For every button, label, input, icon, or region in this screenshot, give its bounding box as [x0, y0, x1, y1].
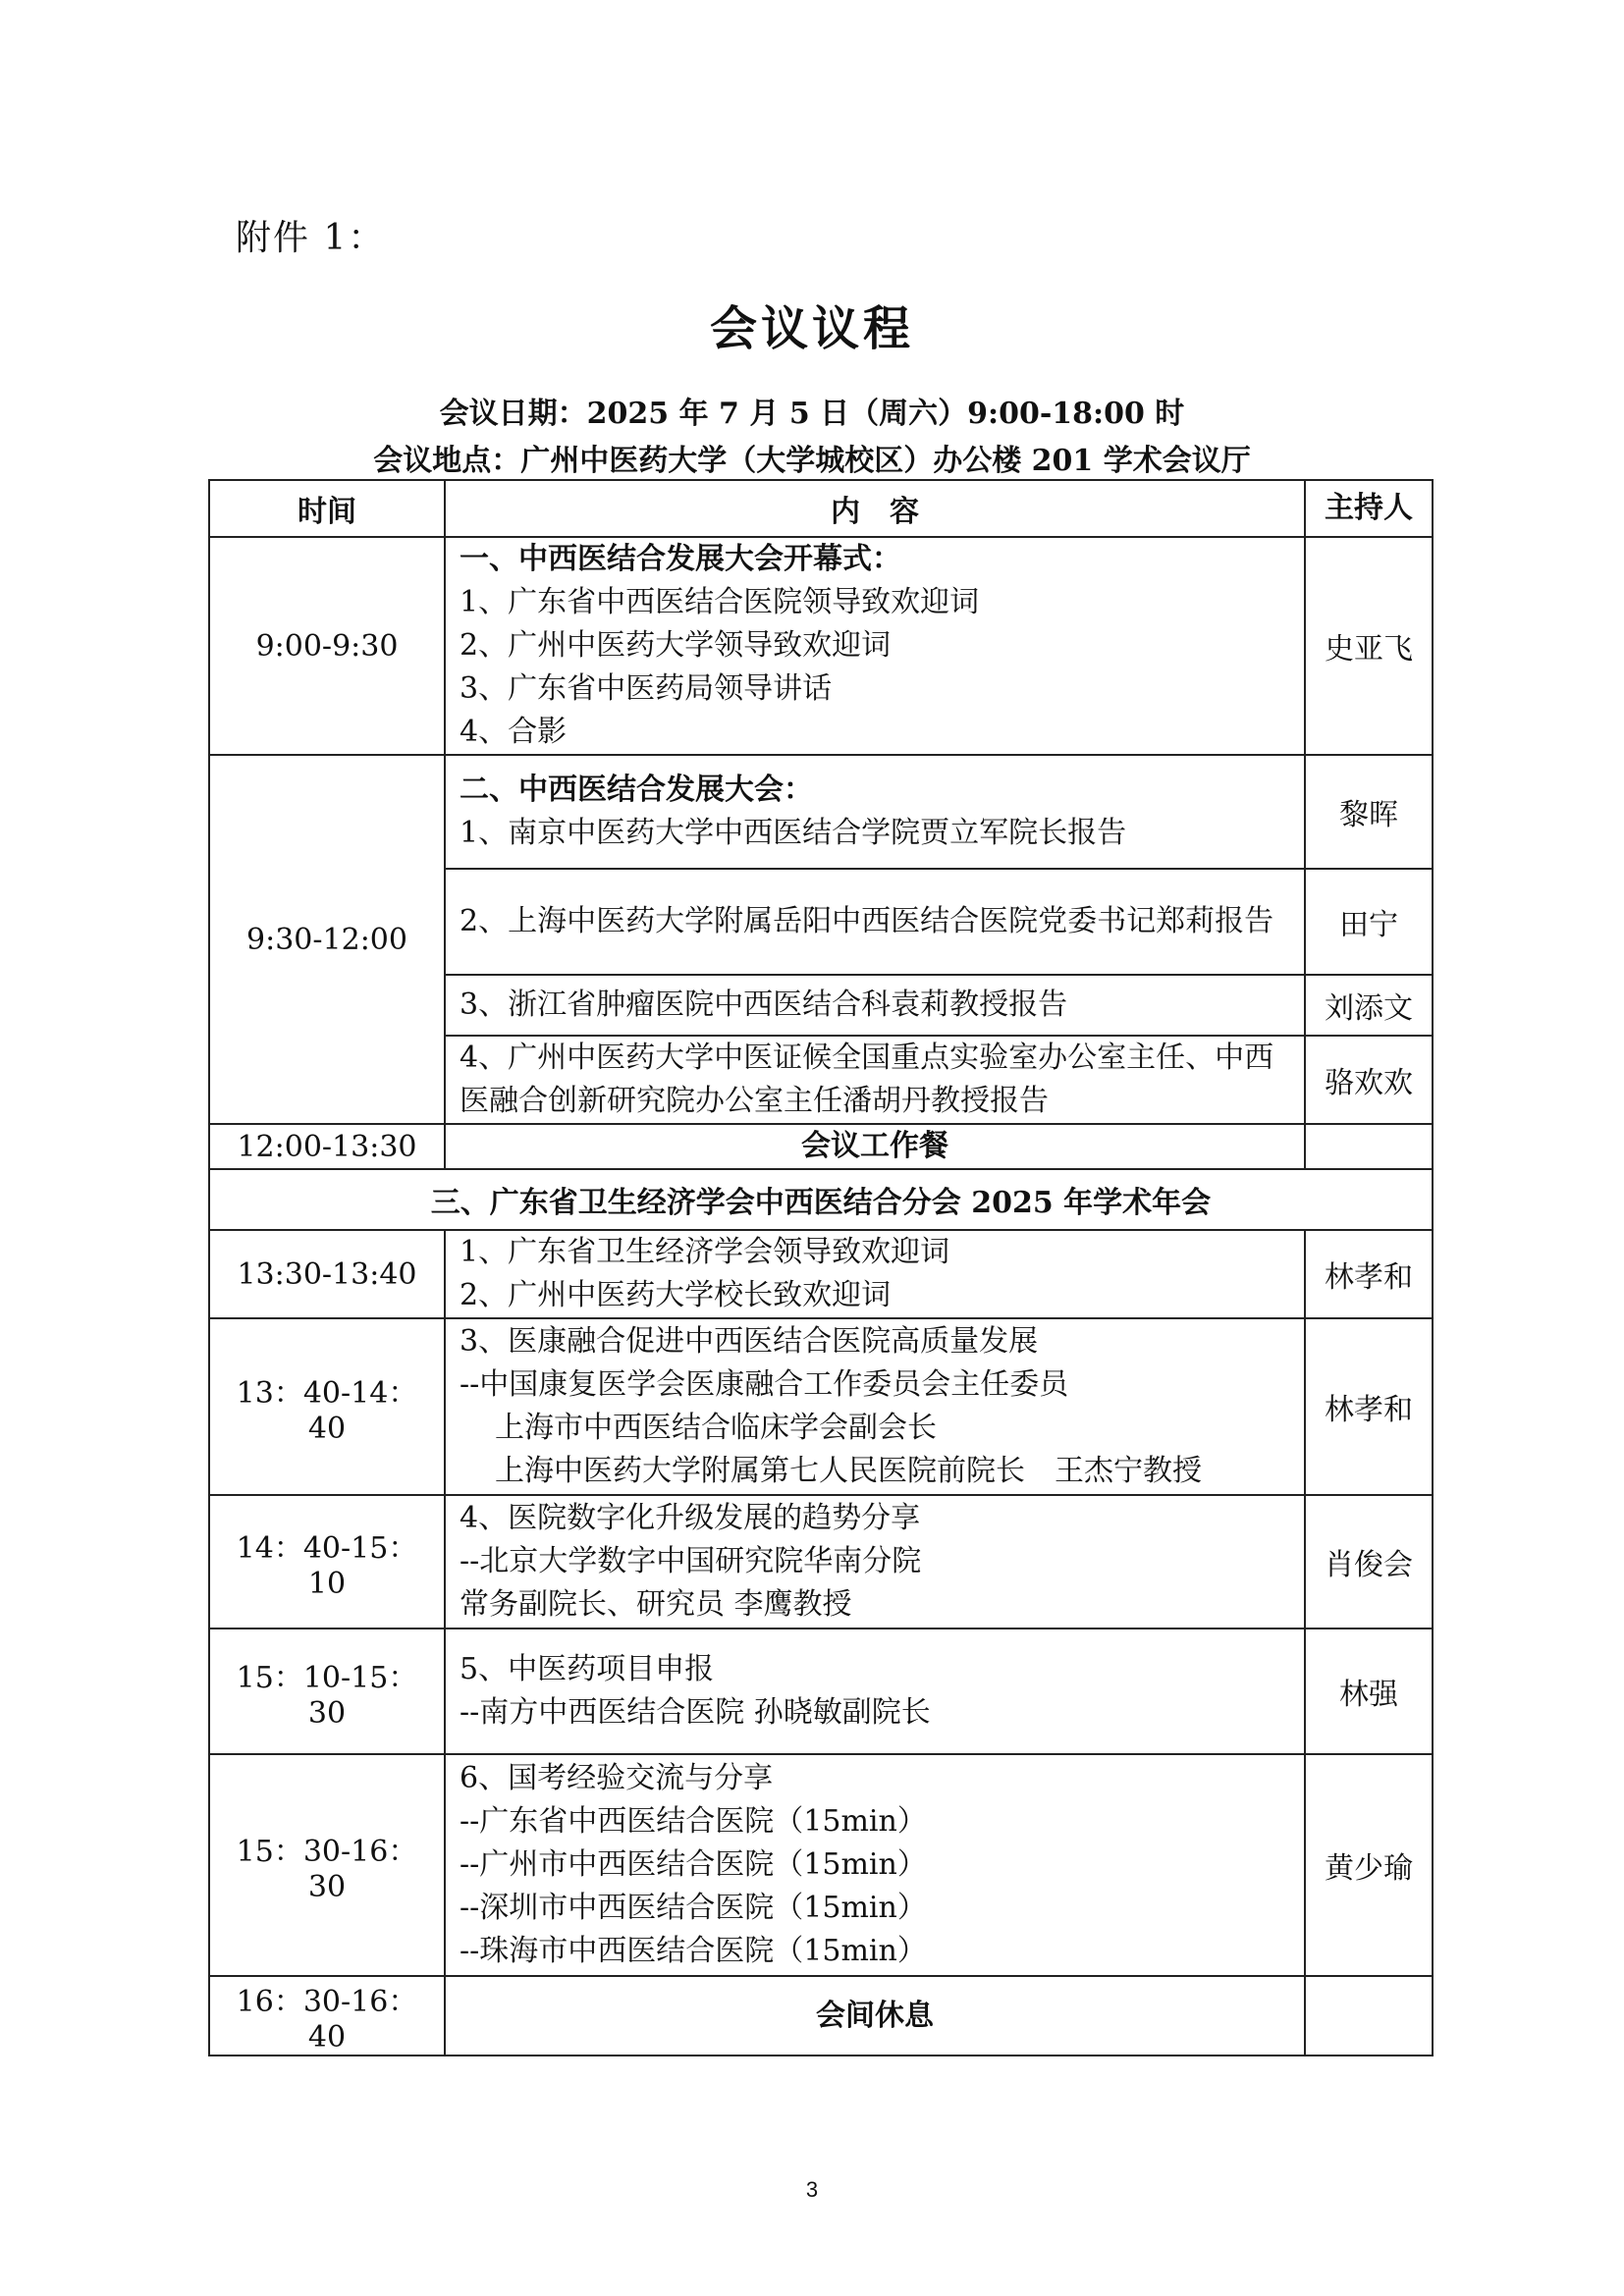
row-content — [445, 537, 1305, 755]
section-title: 三、广东省卫生经济学会中西医结合分会 2025 年学术年会 — [209, 1169, 1433, 1230]
row-time: 15：10-15：30 — [209, 1629, 445, 1754]
header-host: 主持人 — [1305, 480, 1433, 537]
row-host: 田宁 — [1305, 869, 1433, 975]
row-host: 林孝和 — [1305, 1318, 1433, 1495]
table-row — [209, 1495, 1433, 1629]
row-host: 刘添文 — [1305, 975, 1433, 1036]
agenda-item: --中国康复医学会医康融合工作委员会主任委员 — [460, 1367, 1069, 1402]
agenda-item: 1、广东省中西医结合医院领导致欢迎词 — [460, 585, 980, 619]
row-host: 黎晖 — [1305, 755, 1433, 869]
row-host — [1305, 1124, 1433, 1169]
header-content: 内 容 — [445, 480, 1305, 537]
page-title: 会议议程 — [709, 301, 914, 356]
agenda-item: 3、广东省中医药局领导讲话 — [460, 671, 833, 706]
break-label: 会间休息 — [445, 1976, 1305, 2056]
row-time: 16：30-16：40 — [209, 1976, 445, 2056]
table-row — [209, 1124, 1433, 1169]
row-host: 史亚飞 — [1305, 537, 1433, 755]
row-content — [445, 1629, 1305, 1754]
table-row — [209, 1976, 1433, 2056]
meeting-place: 会议地点：广州中医药大学（大学城校区）办公楼 201 学术会议厅 — [373, 444, 1251, 478]
agenda-item: --深圳市中西医结合医院（15min） — [460, 1891, 927, 1925]
agenda-item: 4、合影 — [460, 715, 568, 749]
agenda-item: 3、医康融合促进中西医结合医院高质量发展 — [460, 1324, 1039, 1359]
agenda-item: 2、广州中医药大学校长致欢迎词 — [460, 1278, 892, 1312]
row-host: 骆欢欢 — [1305, 1036, 1433, 1124]
agenda-item: 常务副院长、研究员 李鹰教授 — [460, 1587, 852, 1622]
header-time: 时间 — [209, 480, 445, 537]
row-content — [445, 1754, 1305, 1976]
row-host: 肖俊会 — [1305, 1495, 1433, 1629]
agenda-item: 3、浙江省肿瘤医院中西医结合科袁莉教授报告 — [445, 975, 1305, 1036]
row-content — [445, 755, 1305, 869]
agenda-item: --珠海市中西医结合医院（15min） — [460, 1934, 927, 1968]
agenda-item: 上海中医药大学附属第七人民医院前院长 王杰宁教授 — [495, 1454, 1202, 1488]
row-content — [445, 1230, 1305, 1318]
table-header-row — [209, 480, 1433, 537]
meeting-date: 会议日期：2025 年 7 月 5 日（周六）9:00-18:00 时 — [439, 397, 1185, 431]
row-time: 13:30-13:40 — [209, 1230, 445, 1318]
row-time: 9:30-12:00 — [209, 755, 445, 1124]
agenda-table — [208, 479, 1434, 2056]
row-time: 15：30-16：30 — [209, 1754, 445, 1976]
table-row — [209, 1230, 1433, 1318]
row-content — [445, 1495, 1305, 1629]
table-row — [209, 1629, 1433, 1754]
agenda-item: --广东省中西医结合医院（15min） — [460, 1804, 927, 1839]
row-host: 林强 — [1305, 1629, 1433, 1754]
agenda-item: --北京大学数字中国研究院华南分院 — [460, 1544, 922, 1578]
agenda-item: 1、南京中医药大学中西医结合学院贾立军院长报告 — [460, 816, 1127, 850]
row-time: 14：40-15：10 — [209, 1495, 445, 1629]
row-host — [1305, 1976, 1433, 2056]
page-number: 3 — [805, 2177, 819, 2202]
agenda-item: 4、医院数字化升级发展的趋势分享 — [460, 1501, 921, 1535]
row-host: 林孝和 — [1305, 1230, 1433, 1318]
row-time: 13：40-14：40 — [209, 1318, 445, 1495]
table-row — [209, 1754, 1433, 1976]
table-row — [209, 1169, 1433, 1230]
agenda-item: 2、上海中医药大学附属岳阳中西医结合医院党委书记郑莉报告 — [445, 869, 1305, 975]
table-row — [209, 755, 1433, 869]
table-row — [209, 1318, 1433, 1495]
agenda-item: 1、广东省卫生经济学会领导致欢迎词 — [460, 1235, 950, 1269]
agenda-item: 5、中医药项目申报 — [460, 1652, 715, 1686]
agenda-item: 2、广州中医药大学领导致欢迎词 — [460, 628, 892, 663]
agenda-item: 上海市中西医结合临床学会副会长 — [495, 1411, 937, 1445]
row-time: 9:00-9:30 — [209, 537, 445, 755]
section-heading: 一、中西医结合发展大会开幕式： — [460, 542, 901, 576]
section-heading: 二、中西医结合发展大会： — [460, 773, 813, 807]
table-row — [209, 537, 1433, 755]
row-time: 12:00-13:30 — [209, 1124, 445, 1169]
attachment-label: 附件 1： — [236, 218, 386, 258]
lunch-label: 会议工作餐 — [445, 1124, 1305, 1169]
agenda-item: --广州市中西医结合医院（15min） — [460, 1847, 927, 1882]
agenda-item: --南方中西医结合医院 孙晓敏副院长 — [460, 1695, 931, 1730]
row-content — [445, 1318, 1305, 1495]
row-host: 黄少瑜 — [1305, 1754, 1433, 1976]
agenda-item: 6、国考经验交流与分享 — [460, 1761, 774, 1795]
agenda-item: 4、广州中医药大学中医证候全国重点实验室办公室主任、中西医融合创新研究院办公室主任潘胡丹教授报告 — [445, 1036, 1305, 1124]
